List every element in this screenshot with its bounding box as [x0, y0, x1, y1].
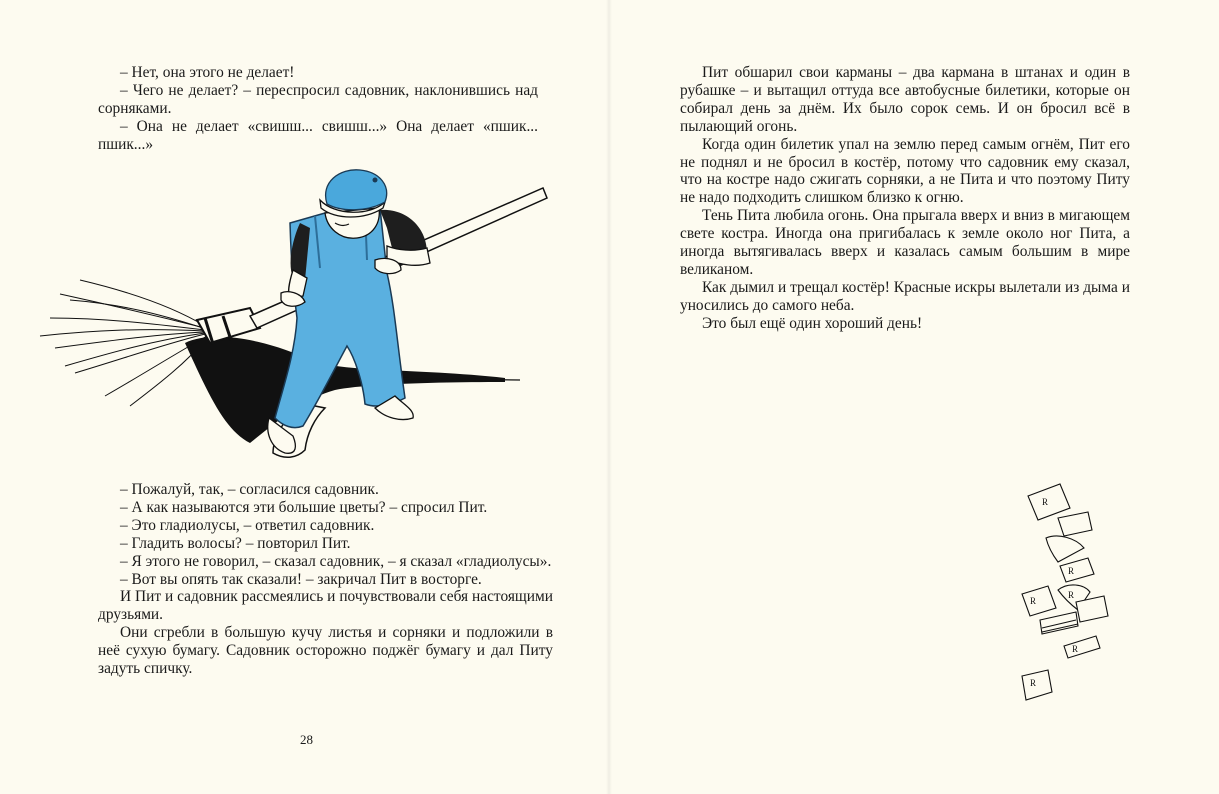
paragraph: – Это гладиолусы, – ответил садовник.	[120, 516, 375, 534]
paragraph: – Она не делает «свишш... свишш...» Она делает «пшик... пшик...»	[98, 117, 538, 153]
page-number: 28	[300, 732, 313, 747]
left-bottom-text	[98, 481, 553, 678]
paragraph: Пит обшарил свои карманы – два кармана в штанах и один в рубашке – и вытащил оттуда все автобусные билетики, которые он собирал день за днём. Их было сорок семь. И он бросил всё в пылающий огонь.	[680, 64, 1130, 135]
broom-bristles	[40, 280, 207, 406]
paragraph: – А как называются эти большие цветы? – спросил Пит.	[120, 498, 488, 516]
svg-text:R: R	[1042, 497, 1049, 507]
svg-text:R: R	[1068, 590, 1075, 600]
svg-text:R: R	[1030, 678, 1037, 688]
right-page	[609, 0, 1219, 794]
ground-shadow	[185, 337, 505, 443]
paragraph: И Пит и садовник рассмеялись и почувствовали себя настоящими друзьями.	[98, 588, 553, 624]
paragraph: Когда один билетик упал на землю перед самым огнём, Пит его не поднял и не бросил в костёр, потому что садовник ему сказал, что на костре надо сжигать сорняки, а не Пита и что поэтому Питу не надо подходить слишком близко к огню.	[680, 135, 1130, 207]
paragraph: – Гладить волосы? – повторил Пит.	[120, 534, 351, 552]
svg-text:R: R	[1072, 644, 1079, 654]
svg-text:R: R	[1030, 596, 1037, 606]
flying-bus-tickets-illustration	[1018, 478, 1138, 708]
paragraph: Тень Пита любила огонь. Она прыгала вверх и вниз в мигающем свете костра. Иногда она пригибалась к земле около ног Пита, а иногда вытягивалась вверх и казалась самым большим в мире великаном.	[680, 207, 1130, 278]
right-text	[680, 64, 1130, 333]
left-top-text	[98, 64, 538, 154]
left-page	[0, 0, 609, 794]
paragraph: Как дымил и трещал костёр! Красные искры вылетали из дыма и уносились до самого неба.	[680, 278, 1130, 314]
paragraph: Это был ещё один хороший день!	[702, 314, 923, 332]
paragraph: – Чего не делает? – переспросил садовник, наклонившись над сорняками.	[98, 81, 538, 117]
svg-text:R: R	[1068, 566, 1075, 576]
paragraph: – Нет, она этого не делает!	[120, 64, 295, 81]
paragraph: – Я этого не говорил, – сказал садовник, – я сказал «гладиолусы».	[120, 552, 552, 570]
paragraph: – Вот вы опять так сказали! – закричал Пит в восторге.	[120, 570, 482, 588]
blue-cap	[326, 170, 387, 210]
paragraph: Они сгребли в большую кучу листья и сорняки и подложили в неё сухую бумагу. Садовник осторожно поджёг бумагу и дал Питу задуть спичку.	[98, 624, 553, 678]
gardener-with-broom-illustration	[35, 168, 555, 468]
paragraph: – Пожалуй, так, – согласился садовник.	[120, 481, 379, 498]
